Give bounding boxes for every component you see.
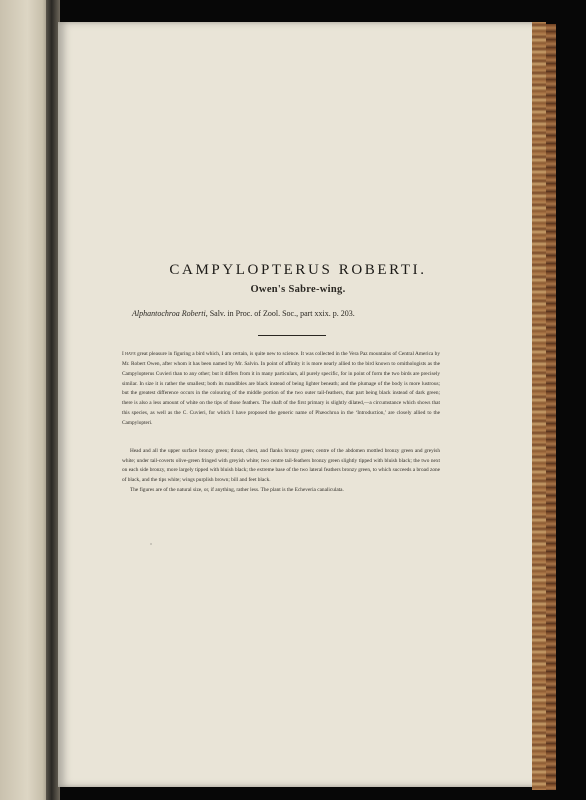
divider-rule — [258, 335, 326, 336]
page-mark: " — [150, 544, 153, 549]
description-text — [122, 350, 440, 514]
synonym-reference — [132, 309, 532, 318]
book-cover-edge — [546, 24, 556, 790]
page-edges — [532, 22, 546, 790]
synonym-citation: , Salv. in Proc. of Zool. Soc., part xxix. p. 203. — [205, 309, 355, 318]
facing-page-edge — [0, 0, 50, 800]
plate-title: CAMPYLOPTERUS ROBERTI. — [169, 262, 427, 278]
paragraph-lead-words: I have — [122, 351, 136, 357]
paragraph-intro — [122, 350, 440, 429]
paragraph-intro-text: great pleasure in figuring a bird which, I am certain, is quite new to science. It was collected in the Vera Paz mountains of Central America by Mr. Robert Owen, after whom it has been named by Mr. Salvin. In point of affinity it is more nearly allied to the bird known to ornithologists as the Campylopterus Cuvieri than to any other; but it differs from it in many particulars, all purely specific, for in point of form the two birds are precisely similar. In size it is rather the smallest; both its mandibles are black instead of being lighter beneath; and the plumage of the body is more lustrous; but the greatest difference occurs in the colouring of the middle portion of the two outer tail-feathers, that part being black instead of dark green; there is also a less amount of white on the tips of those feathers. The shaft of the first primary is slightly dilated,—a circumstance which shows that this species, as well as the C. Cuvieri, for which I have proposed the generic name of Phæochroa in the ‘Introduction,’ are closely allied to the Campylopteri. — [122, 351, 440, 426]
paragraph-figures-note: The figures are of the natural size, or, if anything, rather less. The plant is the Echeveria canaliculata. — [130, 487, 344, 494]
paragraph-description: Head and all the upper surface bronzy green; throat, chest, and flanks bronzy green; centre of the abdomen mottled bronzy green and greyish white; under tail-coverts olive-green fringed with greyish white; two centre tail-feathers bronzy green slightly tipped with bluish black; the two next on each side bronzy, more largely tipped with bluish black; the extreme base of the two lateral feathers bronzy green, to which succeeds a broad zone of black, and the tips white; wings purplish brown; bill and feet black. — [122, 447, 440, 484]
synonym-name: Alphantochroa Roberti — [132, 309, 206, 318]
common-name: Owen's Sabre-wing. — [250, 284, 346, 295]
